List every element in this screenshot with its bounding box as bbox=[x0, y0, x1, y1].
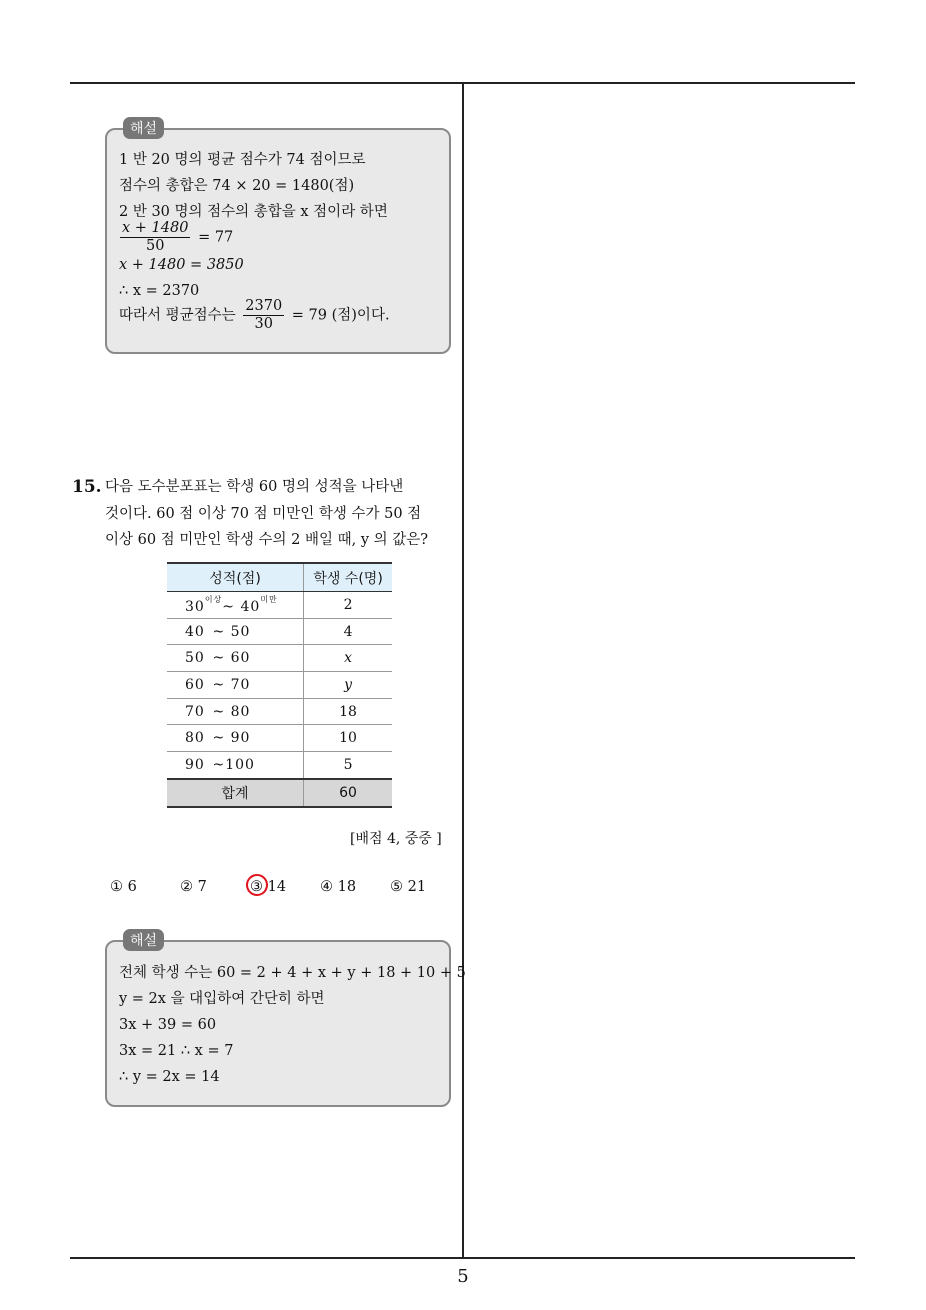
bottom-rule bbox=[70, 1257, 855, 1259]
solution-line: 전체 학생 수는 60 = 2 + 4 + x + y + 18 + 10 + 5 bbox=[119, 965, 466, 981]
solution-line: x + 1480 = 3850 bbox=[119, 257, 244, 273]
count-cell: x bbox=[304, 645, 392, 672]
table-row bbox=[167, 698, 392, 725]
range-low: 80 bbox=[185, 730, 205, 747]
question-number: 15. bbox=[72, 477, 102, 497]
solution-line: y = 2x 을 대입하여 간단히 하면 bbox=[119, 991, 325, 1007]
range-high: 50 bbox=[230, 623, 251, 640]
table-row bbox=[167, 672, 392, 699]
table-row bbox=[167, 645, 392, 672]
solution-fraction-line bbox=[117, 220, 233, 255]
solution-line: 3x + 39 = 60 bbox=[119, 1017, 217, 1033]
page-number: 5 bbox=[457, 1266, 469, 1287]
range-sep: ~ bbox=[212, 730, 226, 747]
sentence-suffix: = 79 (점)이다. bbox=[291, 307, 390, 324]
range-low: 60 bbox=[185, 676, 205, 693]
range-high-label: 미만 bbox=[260, 595, 278, 605]
range-cell bbox=[167, 618, 304, 645]
range-high: 80 bbox=[230, 703, 251, 720]
table-total-row bbox=[167, 779, 392, 807]
solution-line: 1 반 20 명의 평균 점수가 74 점이므로 bbox=[119, 152, 366, 168]
range-low: 90 bbox=[185, 756, 205, 773]
count-cell: 18 bbox=[304, 698, 392, 725]
answer-choice-2[interactable]: ② 7 bbox=[180, 879, 207, 895]
score-info: [배점 4, 중중 ] bbox=[350, 831, 442, 847]
range-high: 70 bbox=[230, 676, 251, 693]
answer-choice-3[interactable]: ③ 14 bbox=[250, 879, 287, 895]
range-sep: ~ bbox=[212, 650, 226, 667]
range-high: 60 bbox=[230, 650, 251, 667]
count-cell: 4 bbox=[304, 618, 392, 645]
question-text-line: 것이다. 60 점 이상 70 점 미만인 학생 수가 50 점 bbox=[105, 506, 422, 522]
solution-line: 2 반 30 명의 점수의 총합을 x 점이라 하면 bbox=[119, 204, 388, 220]
total-value: 60 bbox=[304, 779, 392, 807]
answer-choice-5[interactable]: ⑤ 21 bbox=[390, 879, 427, 895]
header-score: 성적(점) bbox=[167, 563, 304, 592]
fraction-numerator: 2370 bbox=[245, 298, 283, 314]
range-sep: ~ bbox=[212, 703, 226, 720]
range-low: 70 bbox=[185, 703, 205, 720]
count-cell: 5 bbox=[304, 752, 392, 779]
range-cell bbox=[167, 672, 304, 699]
range-cell bbox=[167, 752, 304, 779]
fraction-denominator: 30 bbox=[254, 316, 273, 332]
solution-line: ∴ y = 2x = 14 bbox=[119, 1069, 220, 1085]
selected-answer-circle-mark bbox=[246, 874, 268, 896]
answer-choice-1[interactable]: ① 6 bbox=[110, 879, 137, 895]
range-cell bbox=[167, 725, 304, 752]
total-label: 합계 bbox=[167, 779, 304, 807]
solution-tag: 해설 bbox=[123, 117, 164, 139]
header-count: 학생 수(명) bbox=[304, 563, 392, 592]
equation-rest: = 77 bbox=[198, 229, 234, 246]
solution-box-2 bbox=[105, 933, 466, 1107]
range-sep: ~ bbox=[212, 623, 226, 640]
range-high: 100 bbox=[225, 756, 255, 773]
range-cell bbox=[167, 592, 304, 619]
range-low: 40 bbox=[185, 623, 205, 640]
solution-line: 점수의 총합은 74 × 20 = 1480(점) bbox=[119, 178, 355, 194]
sentence-prefix: 따라서 평균점수는 bbox=[119, 307, 236, 324]
range-sep: ~ bbox=[212, 756, 226, 773]
range-low-label: 이상 bbox=[204, 595, 223, 605]
count-cell: 2 bbox=[304, 592, 392, 619]
solution-fraction-line bbox=[119, 298, 390, 333]
fraction bbox=[243, 298, 284, 333]
table-header-row bbox=[167, 563, 392, 592]
solution-line: 3x = 21 ∴ x = 7 bbox=[119, 1043, 234, 1059]
table-row bbox=[167, 752, 392, 779]
solution-line: ∴ x = 2370 bbox=[119, 283, 200, 299]
range-sep: ~ bbox=[222, 599, 236, 616]
count-cell: 10 bbox=[304, 725, 392, 752]
fraction-numerator: x + 1480 bbox=[122, 220, 189, 236]
range-cell bbox=[167, 698, 304, 725]
count-cell: y bbox=[304, 672, 392, 699]
table-row bbox=[167, 618, 392, 645]
range-sep: ~ bbox=[212, 676, 226, 693]
range-high: 90 bbox=[230, 730, 251, 747]
fraction bbox=[120, 220, 190, 255]
fraction-denominator: 50 bbox=[146, 238, 165, 254]
range-high: 40 bbox=[240, 599, 261, 616]
solution-box-1 bbox=[105, 121, 451, 354]
range-low: 30 bbox=[185, 599, 205, 616]
column-divider bbox=[462, 83, 464, 1258]
range-low: 50 bbox=[185, 650, 205, 667]
answer-choice-4[interactable]: ④ 18 bbox=[320, 879, 357, 895]
range-cell bbox=[167, 645, 304, 672]
table-row bbox=[167, 725, 392, 752]
question-text-line: 이상 60 점 미만인 학생 수의 2 배일 때, y 의 값은? bbox=[105, 532, 429, 548]
frequency-table bbox=[167, 562, 392, 808]
table-row bbox=[167, 592, 392, 619]
question-text-line: 다음 도수분포표는 학생 60 명의 성적을 나타낸 bbox=[105, 479, 404, 495]
solution-tag: 해설 bbox=[123, 929, 164, 951]
